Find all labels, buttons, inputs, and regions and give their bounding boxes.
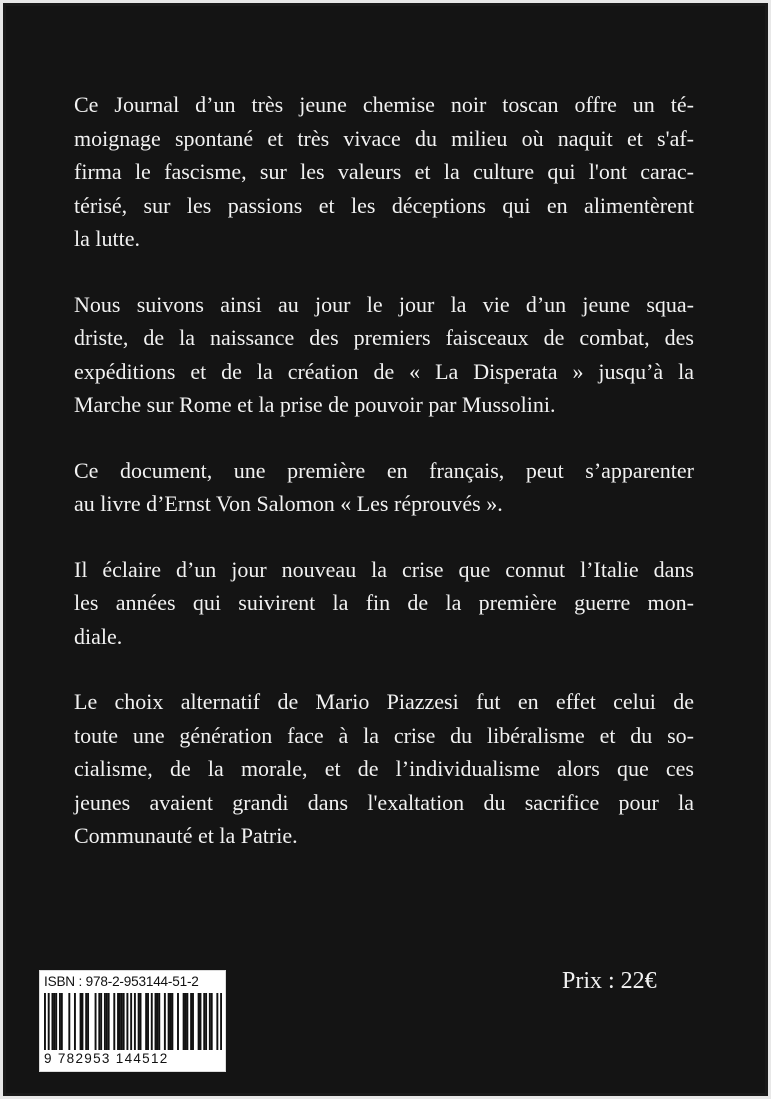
barcode-bar [53, 993, 55, 1050]
text-line: Marche sur Rome et la prise de pouvoir par Mussolini. [74, 392, 556, 417]
barcode-bar [164, 993, 166, 1050]
text-line: Le choix alternatif de Mario Piazzesi fut en effet celui de [74, 689, 694, 714]
barcode-bar [80, 993, 82, 1050]
barcode-bar [151, 993, 153, 1050]
text-line: expéditions et de la création de « La Disperata » jusqu’à la [74, 358, 694, 384]
text-line: moignage spontané et très vivace du milieu où naquit et s'af- [74, 125, 694, 151]
barcode-number: 9 782953 144512 [44, 1051, 169, 1066]
text-line: toute une génération face à la crise du libéralisme et du so- [74, 722, 694, 748]
barcode-bar [211, 993, 213, 1050]
barcode-bar [216, 993, 218, 1050]
barcode-bar [126, 993, 128, 1050]
paragraph-4 [62, 553, 694, 654]
barcode-bar [198, 993, 200, 1050]
barcode-bar [183, 993, 185, 1050]
barcode-bar [113, 993, 115, 1050]
text-line: Il éclaire d’un jour nouveau la crise que connut l’Italie dans [74, 556, 694, 582]
paragraph-2 [62, 288, 694, 422]
barcode-bar [134, 993, 136, 1050]
barcode-bar [106, 993, 108, 1050]
barcode-bar [51, 993, 53, 1050]
isbn-barcode [39, 970, 226, 1072]
text-line: Ce Journal d’un très jeune chemise noir toscan offre un té- [74, 92, 694, 117]
barcode-bar [95, 993, 97, 1050]
text-line: cialisme, de la morale, et de l’individualisme alors que ces [74, 756, 694, 781]
barcode-bar [138, 993, 140, 1050]
isbn-label: ISBN : 978-2-953144-51-2 [44, 974, 199, 989]
text-line: Nous suivons ainsi au jour le jour la vie d’un jeune squa- [74, 291, 694, 317]
barcode-bar [130, 993, 132, 1050]
barcode-bar [170, 993, 172, 1050]
blurb-text [62, 88, 694, 885]
barcode-bar [98, 993, 100, 1050]
barcode-bar [123, 993, 125, 1050]
barcode-bar [117, 993, 119, 1050]
barcode-bar [121, 993, 123, 1050]
barcode-bar [74, 993, 76, 1050]
barcode-bar [147, 993, 149, 1050]
price-label: Prix : 22€ [562, 968, 657, 994]
barcode-bar [108, 993, 110, 1050]
text-line: térisé, sur les passions et les déceptions qui en alimentèrent [74, 192, 694, 218]
barcode-bar [155, 993, 157, 1050]
text-line: jeunes avaient grandi dans l'exaltation du sacrifice pour la [74, 789, 694, 815]
text-line: driste, de la naissance des premiers faisceaux de combat, des [74, 325, 694, 350]
text-line: firma le fascisme, sur les valeurs et la culture qui l'ont carac- [74, 159, 694, 184]
barcode-bar [55, 993, 57, 1050]
barcode-bars [44, 993, 222, 1050]
barcode-bar [200, 993, 202, 1050]
barcode-bar [145, 993, 147, 1050]
barcode-bar [205, 993, 207, 1050]
barcode-bar [44, 993, 46, 1050]
barcode-bar [119, 993, 121, 1050]
text-line: Communauté et la Patrie. [74, 823, 298, 848]
barcode-bar [48, 993, 50, 1050]
paragraph-1 [62, 88, 694, 256]
barcode-bar [209, 993, 211, 1050]
barcode-bar [87, 993, 89, 1050]
barcode-bar [81, 993, 83, 1050]
barcode-bar [185, 993, 187, 1050]
barcode-bar [177, 993, 179, 1050]
barcode-bar [100, 993, 102, 1050]
text-line: Ce document, une première en français, peut s’apparenter [74, 457, 694, 483]
barcode-bar [190, 993, 192, 1050]
barcode-bar [220, 993, 222, 1050]
text-line: la lutte. [74, 226, 140, 251]
text-line: diale. [74, 623, 123, 649]
barcode-bar [68, 993, 70, 1050]
paragraph-5 [62, 685, 694, 853]
barcode-bar [186, 993, 188, 1050]
barcode-bar [168, 993, 170, 1050]
barcode-bar [104, 993, 106, 1050]
barcode-bar [59, 993, 61, 1050]
barcode-bar [61, 993, 63, 1050]
barcode-bar [203, 993, 205, 1050]
barcode-bar [85, 993, 87, 1050]
barcode-bar [171, 993, 173, 1050]
barcode-bar [158, 993, 160, 1050]
barcode-bar [156, 993, 158, 1050]
text-line: au livre d’Ernst Von Salomon « Les réprouvés ». [74, 491, 503, 516]
barcode-bar [140, 993, 142, 1050]
text-line: les années qui suivirent la fin de la première guerre mon- [74, 590, 694, 615]
paragraph-3 [62, 454, 694, 521]
barcode-bar [192, 993, 194, 1050]
